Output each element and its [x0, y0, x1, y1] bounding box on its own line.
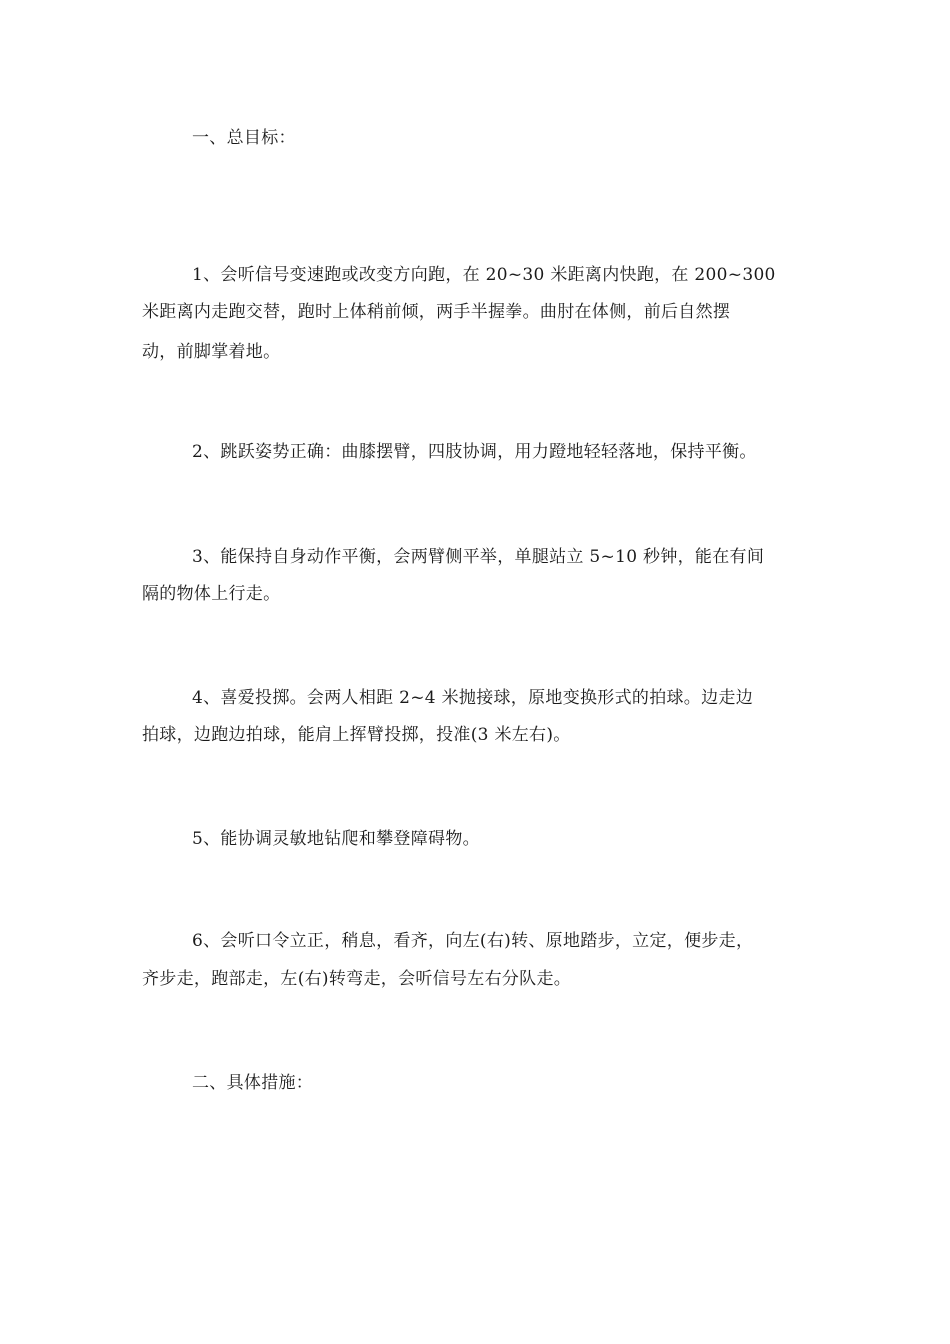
section-heading-measures: 二、具体措施： [192, 1073, 314, 1093]
goal-item-5-line-1: 5、能协调灵敏地钻爬和攀登障碍物。 [192, 829, 480, 849]
goal-item-4-line-2: 拍球，边跑边拍球，能肩上挥臂投掷，投准(3 米左右)。 [142, 725, 571, 745]
goal-item-3-line-2: 隔的物体上行走。 [142, 584, 281, 604]
goal-item-4-line-1: 4、喜爱投掷。会两人相距 2~4 米抛接球，原地变换形式的拍球。边走边 [192, 688, 753, 708]
goal-item-1-line-2: 米距离内走跑交替，跑时上体稍前倾，两手半握拳。曲肘在体侧，前后自然摆 [142, 302, 731, 322]
goal-item-3-line-1: 3、能保持自身动作平衡，会两臂侧平举，单腿站立 5~10 秒钟，能在有间 [192, 547, 765, 567]
goal-item-2-line-1: 2、跳跃姿势正确：曲膝摆臂，四肢协调，用力蹬地轻轻落地，保持平衡。 [192, 442, 757, 462]
goal-item-6-line-1: 6、会听口令立正，稍息，看齐，向左(右)转、原地踏步，立定，便步走， [192, 931, 754, 951]
goal-item-6-line-2: 齐步走，跑部走，左(右)转弯走，会听信号左右分队走。 [142, 969, 572, 989]
goal-item-1-line-1: 1、会听信号变速跑或改变方向跑，在 20~30 米距离内快跑，在 200~300 [192, 265, 776, 285]
section-heading-goals: 一、总目标： [192, 128, 296, 148]
goal-item-1-line-3: 动，前脚掌着地。 [142, 342, 281, 362]
